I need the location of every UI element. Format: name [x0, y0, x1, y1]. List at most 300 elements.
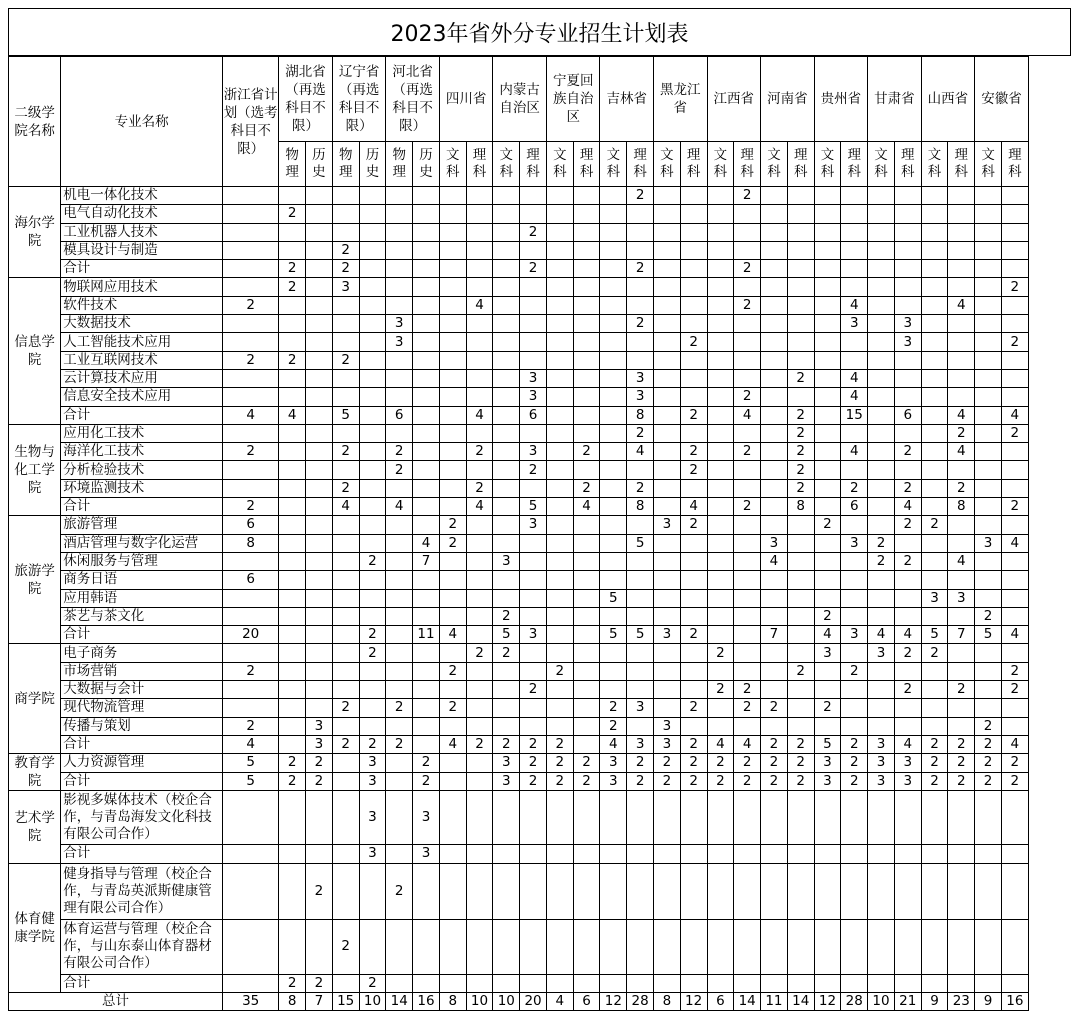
quota-cell — [627, 717, 654, 735]
header-subject: 物理 — [386, 142, 413, 187]
quota-cell — [761, 351, 788, 369]
quota-cell — [921, 681, 948, 699]
quota-cell — [654, 919, 681, 974]
quota-cell: 3 — [654, 735, 681, 753]
quota-cell — [439, 241, 466, 259]
quota-cell — [332, 589, 359, 607]
quota-cell: 4 — [680, 498, 707, 516]
total-cell: 14 — [787, 992, 814, 1010]
quota-cell — [573, 681, 600, 699]
quota-cell — [306, 644, 333, 662]
quota-cell — [761, 333, 788, 351]
quota-cell — [332, 315, 359, 333]
quota-cell — [734, 315, 761, 333]
quota-cell: 2 — [1001, 681, 1028, 699]
quota-cell — [386, 644, 413, 662]
quota-cell — [921, 717, 948, 735]
quota-cell — [223, 260, 279, 278]
quota-cell — [814, 443, 841, 461]
quota-cell — [306, 296, 333, 314]
quota-cell — [413, 479, 440, 497]
quota-cell — [546, 919, 573, 974]
quota-cell — [761, 388, 788, 406]
header-subject: 文科 — [707, 142, 734, 187]
quota-cell — [787, 863, 814, 919]
quota-cell — [680, 571, 707, 589]
quota-cell — [600, 681, 627, 699]
quota-cell — [654, 333, 681, 351]
quota-cell — [332, 791, 359, 845]
quota-cell — [546, 333, 573, 351]
quota-cell: 2 — [359, 974, 386, 992]
quota-cell — [868, 333, 895, 351]
quota-cell — [439, 296, 466, 314]
quota-cell: 2 — [439, 662, 466, 680]
quota-cell — [654, 845, 681, 863]
quota-cell — [680, 681, 707, 699]
quota-cell: 4 — [627, 443, 654, 461]
quota-cell — [600, 278, 627, 296]
quota-cell — [223, 479, 279, 497]
quota-cell: 2 — [520, 223, 547, 241]
header-subject: 理科 — [466, 142, 493, 187]
quota-cell — [413, 607, 440, 625]
quota-cell — [841, 260, 868, 278]
header-subject: 理科 — [680, 142, 707, 187]
quota-cell — [413, 735, 440, 753]
quota-cell — [223, 388, 279, 406]
quota-cell — [707, 699, 734, 717]
quota-cell: 2 — [627, 479, 654, 497]
quota-cell — [868, 241, 895, 259]
quota-cell: 4 — [466, 498, 493, 516]
header-subject: 理科 — [573, 142, 600, 187]
quota-cell — [627, 223, 654, 241]
quota-cell: 4 — [1001, 626, 1028, 644]
quota-cell: 2 — [493, 607, 520, 625]
table-row — [9, 223, 1080, 241]
quota-cell: 2 — [841, 772, 868, 791]
quota-cell — [921, 699, 948, 717]
total-cell: 4 — [546, 992, 573, 1010]
quota-cell — [439, 607, 466, 625]
quota-cell: 4 — [223, 735, 279, 753]
quota-cell — [223, 424, 279, 442]
quota-cell: 2 — [814, 607, 841, 625]
quota-cell — [546, 241, 573, 259]
quota-cell — [573, 845, 600, 863]
quota-cell: 5 — [493, 626, 520, 644]
quota-cell — [814, 863, 841, 919]
total-label: 总计 — [9, 992, 223, 1010]
quota-cell — [332, 369, 359, 387]
quota-cell: 2 — [680, 699, 707, 717]
quota-cell: 4 — [439, 626, 466, 644]
quota-cell — [223, 791, 279, 845]
total-cell: 35 — [223, 992, 279, 1010]
quota-cell — [1001, 863, 1028, 919]
quota-cell: 7 — [413, 552, 440, 570]
quota-cell — [627, 296, 654, 314]
total-cell: 6 — [573, 992, 600, 1010]
quota-cell: 3 — [627, 388, 654, 406]
subtotal-row — [9, 498, 1080, 516]
quota-cell — [627, 571, 654, 589]
quota-cell — [814, 296, 841, 314]
quota-cell — [466, 223, 493, 241]
quota-cell: 2 — [279, 278, 306, 296]
quota-cell: 2 — [493, 644, 520, 662]
quota-cell — [600, 388, 627, 406]
quota-cell — [223, 187, 279, 205]
quota-cell — [386, 278, 413, 296]
quota-cell — [520, 479, 547, 497]
quota-cell — [734, 369, 761, 387]
header-subject: 文科 — [439, 142, 466, 187]
quota-cell — [279, 534, 306, 552]
major-name: 体育运营与管理（校企合作，与山东泰山体育器材有限公司合作） — [61, 919, 223, 974]
quota-cell: 3 — [654, 516, 681, 534]
quota-cell — [386, 351, 413, 369]
quota-cell — [520, 974, 547, 992]
quota-cell — [948, 461, 975, 479]
quota-cell — [279, 223, 306, 241]
header-sichuan: 四川省 — [439, 57, 493, 142]
quota-cell — [841, 424, 868, 442]
quota-cell — [493, 205, 520, 223]
quota-cell — [413, 589, 440, 607]
table-row — [9, 754, 1080, 773]
quota-cell — [359, 187, 386, 205]
quota-cell — [707, 717, 734, 735]
quota-cell — [466, 461, 493, 479]
quota-cell — [787, 187, 814, 205]
quota-cell — [546, 406, 573, 424]
quota-cell — [975, 791, 1002, 845]
total-cell: 10 — [466, 992, 493, 1010]
quota-cell — [600, 369, 627, 387]
quota-cell: 2 — [707, 644, 734, 662]
quota-cell — [654, 278, 681, 296]
quota-cell — [841, 241, 868, 259]
quota-cell — [654, 315, 681, 333]
quota-cell — [707, 278, 734, 296]
quota-cell — [520, 333, 547, 351]
quota-cell — [787, 552, 814, 570]
college-name: 艺术学院 — [9, 791, 61, 863]
quota-cell — [223, 369, 279, 387]
quota-cell — [627, 552, 654, 570]
quota-cell: 3 — [868, 754, 895, 773]
quota-cell — [734, 278, 761, 296]
quota-cell — [520, 607, 547, 625]
quota-cell: 2 — [520, 754, 547, 773]
quota-cell — [841, 607, 868, 625]
quota-cell — [787, 791, 814, 845]
quota-cell: 2 — [894, 479, 921, 497]
header-liaoning: 辽宁省（再选科目不限） — [332, 57, 386, 142]
quota-cell: 2 — [1001, 424, 1028, 442]
quota-cell — [948, 974, 975, 992]
quota-cell — [493, 443, 520, 461]
quota-cell: 3 — [894, 754, 921, 773]
quota-cell — [332, 754, 359, 773]
quota-cell — [600, 607, 627, 625]
quota-cell — [359, 223, 386, 241]
quota-cell — [306, 919, 333, 974]
quota-cell — [332, 974, 359, 992]
quota-cell — [306, 406, 333, 424]
quota-cell — [546, 607, 573, 625]
quota-cell — [680, 205, 707, 223]
header-jilin: 吉林省 — [600, 57, 654, 142]
quota-cell — [439, 461, 466, 479]
major-name: 人力资源管理 — [61, 754, 223, 773]
quota-cell — [948, 260, 975, 278]
quota-cell — [680, 534, 707, 552]
table-row — [9, 516, 1080, 534]
quota-cell — [493, 406, 520, 424]
quota-cell: 3 — [841, 315, 868, 333]
quota-cell — [654, 662, 681, 680]
quota-cell — [921, 406, 948, 424]
quota-cell — [814, 187, 841, 205]
quota-cell — [868, 681, 895, 699]
quota-cell — [573, 388, 600, 406]
quota-cell: 7 — [761, 626, 788, 644]
quota-cell: 2 — [734, 772, 761, 791]
header-hebei: 河北省（再选科目不限） — [386, 57, 440, 142]
quota-cell — [627, 516, 654, 534]
quota-cell — [761, 571, 788, 589]
quota-cell — [493, 534, 520, 552]
quota-cell — [814, 974, 841, 992]
quota-cell: 4 — [761, 552, 788, 570]
quota-cell — [921, 187, 948, 205]
quota-cell — [386, 662, 413, 680]
quota-cell — [332, 644, 359, 662]
quota-cell — [841, 717, 868, 735]
quota-cell — [279, 607, 306, 625]
quota-cell — [841, 974, 868, 992]
quota-cell — [841, 919, 868, 974]
quota-cell — [439, 369, 466, 387]
quota-cell — [493, 845, 520, 863]
quota-cell — [600, 187, 627, 205]
quota-cell — [413, 388, 440, 406]
quota-cell — [386, 369, 413, 387]
quota-cell: 2 — [466, 735, 493, 753]
quota-cell: 8 — [627, 406, 654, 424]
quota-cell — [493, 791, 520, 845]
quota-cell — [223, 681, 279, 699]
quota-cell — [814, 333, 841, 351]
quota-cell — [814, 498, 841, 516]
quota-cell — [386, 516, 413, 534]
quota-cell — [975, 369, 1002, 387]
quota-cell — [948, 644, 975, 662]
quota-cell: 3 — [386, 333, 413, 351]
quota-cell — [413, 315, 440, 333]
quota-cell — [814, 241, 841, 259]
quota-cell — [975, 552, 1002, 570]
quota-cell — [787, 223, 814, 241]
quota-cell — [439, 754, 466, 773]
quota-cell — [1001, 589, 1028, 607]
quota-cell — [707, 516, 734, 534]
quota-cell — [707, 534, 734, 552]
quota-cell: 2 — [386, 863, 413, 919]
quota-cell — [787, 241, 814, 259]
quota-cell — [573, 369, 600, 387]
quota-cell — [707, 333, 734, 351]
quota-cell: 5 — [520, 498, 547, 516]
quota-cell — [680, 479, 707, 497]
quota-cell — [223, 552, 279, 570]
quota-cell: 3 — [921, 589, 948, 607]
total-cell: 21 — [894, 992, 921, 1010]
quota-cell: 3 — [841, 534, 868, 552]
quota-cell — [680, 296, 707, 314]
quota-cell — [546, 717, 573, 735]
quota-cell — [627, 974, 654, 992]
quota-cell: 5 — [627, 626, 654, 644]
major-name: 市场营销 — [61, 662, 223, 680]
quota-cell: 4 — [1001, 534, 1028, 552]
quota-cell — [1001, 351, 1028, 369]
quota-cell — [975, 681, 1002, 699]
quota-cell — [868, 296, 895, 314]
quota-cell — [894, 662, 921, 680]
total-cell: 8 — [654, 992, 681, 1010]
quota-cell — [439, 589, 466, 607]
table-row — [9, 205, 1080, 223]
quota-cell — [654, 699, 681, 717]
table-row — [9, 296, 1080, 314]
total-cell: 28 — [841, 992, 868, 1010]
quota-cell — [223, 974, 279, 992]
quota-cell: 2 — [627, 187, 654, 205]
quota-cell — [466, 388, 493, 406]
quota-cell: 2 — [734, 260, 761, 278]
quota-cell — [332, 461, 359, 479]
quota-cell — [761, 260, 788, 278]
quota-cell — [921, 662, 948, 680]
quota-cell — [1001, 260, 1028, 278]
quota-cell: 2 — [279, 205, 306, 223]
quota-cell — [546, 498, 573, 516]
quota-cell — [841, 571, 868, 589]
quota-cell: 2 — [627, 772, 654, 791]
header-subject: 文科 — [975, 142, 1002, 187]
total-cell: 14 — [386, 992, 413, 1010]
quota-cell — [707, 479, 734, 497]
subtotal-row — [9, 735, 1080, 753]
quota-cell — [223, 205, 279, 223]
quota-cell — [1001, 296, 1028, 314]
quota-cell — [493, 589, 520, 607]
quota-cell: 2 — [680, 333, 707, 351]
quota-cell — [1001, 552, 1028, 570]
quota-cell — [493, 388, 520, 406]
quota-cell: 4 — [841, 388, 868, 406]
quota-cell — [439, 919, 466, 974]
quota-cell — [306, 552, 333, 570]
quota-cell — [439, 315, 466, 333]
quota-cell — [814, 534, 841, 552]
quota-cell — [279, 919, 306, 974]
quota-cell — [332, 333, 359, 351]
table-row — [9, 534, 1080, 552]
quota-cell — [868, 187, 895, 205]
quota-cell — [573, 516, 600, 534]
quota-cell — [1001, 717, 1028, 735]
quota-cell — [386, 571, 413, 589]
table-row — [9, 644, 1080, 662]
quota-cell — [868, 662, 895, 680]
quota-cell — [734, 461, 761, 479]
quota-cell: 3 — [627, 699, 654, 717]
quota-cell — [868, 516, 895, 534]
quota-cell: 4 — [332, 498, 359, 516]
quota-cell — [734, 333, 761, 351]
quota-cell — [546, 863, 573, 919]
quota-cell — [306, 607, 333, 625]
quota-cell — [894, 187, 921, 205]
subtotal-row — [9, 974, 1080, 992]
quota-cell: 2 — [948, 735, 975, 753]
quota-cell — [493, 571, 520, 589]
quota-cell — [734, 974, 761, 992]
quota-cell — [332, 223, 359, 241]
major-name: 机电一体化技术 — [61, 187, 223, 205]
quota-cell — [600, 791, 627, 845]
quota-cell — [413, 644, 440, 662]
quota-cell: 2 — [1001, 754, 1028, 773]
quota-cell — [466, 681, 493, 699]
quota-cell: 2 — [546, 754, 573, 773]
quota-cell — [841, 699, 868, 717]
quota-cell — [573, 607, 600, 625]
header-gansu: 甘肃省 — [868, 57, 922, 142]
quota-cell — [761, 863, 788, 919]
quota-cell — [975, 443, 1002, 461]
quota-cell: 2 — [894, 443, 921, 461]
quota-cell — [680, 369, 707, 387]
quota-cell: 3 — [306, 717, 333, 735]
quota-cell — [306, 534, 333, 552]
quota-cell — [573, 735, 600, 753]
quota-cell: 5 — [814, 735, 841, 753]
quota-cell — [306, 681, 333, 699]
quota-cell: 2 — [841, 479, 868, 497]
quota-cell: 3 — [627, 369, 654, 387]
subtotal-row — [9, 626, 1080, 644]
quota-cell — [223, 919, 279, 974]
quota-cell — [493, 919, 520, 974]
quota-cell: 2 — [680, 461, 707, 479]
major-name: 模具设计与制造 — [61, 241, 223, 259]
quota-cell — [573, 223, 600, 241]
quota-cell — [841, 351, 868, 369]
quota-cell — [868, 388, 895, 406]
header-shanxi: 山西省 — [921, 57, 975, 142]
quota-cell — [734, 516, 761, 534]
quota-cell — [975, 589, 1002, 607]
quota-cell — [627, 589, 654, 607]
quota-cell — [546, 552, 573, 570]
quota-cell — [223, 699, 279, 717]
